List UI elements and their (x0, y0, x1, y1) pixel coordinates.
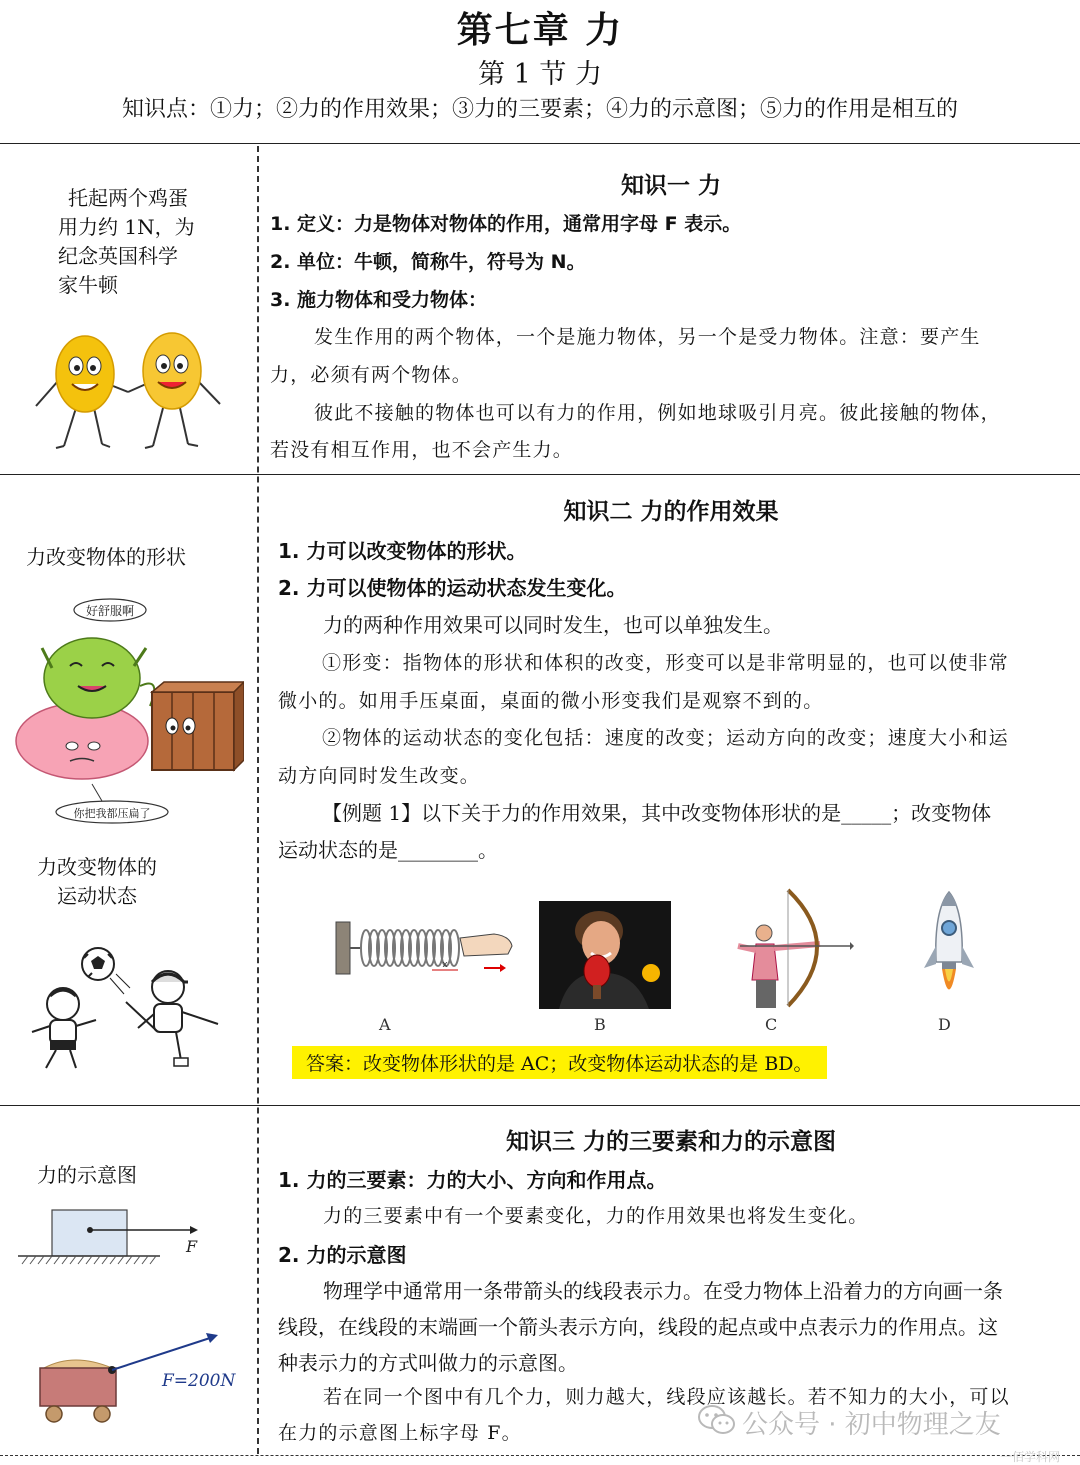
section3-point-1: 1. 力的三要素：力的大小、方向和作用点。 (278, 1168, 667, 1192)
chapter-title: 第七章 力 (456, 10, 624, 51)
section2-paragraph-line: 力的两种作用效果可以同时发生，也可以单独发生。 (323, 613, 783, 637)
example-question-line: 运动状态的是________。 (278, 838, 498, 862)
section1-line-definition: 1. 定义：力是物体对物体的作用，通常用字母 F 表示。 (270, 213, 742, 235)
section3-paragraph-line: 力的三要素中有一个要素变化，力的作用效果也将发生变化。 (323, 1205, 869, 1227)
squash-cartoon-illustration (12, 596, 244, 828)
section3-paragraph-line: 若在同一个图中有几个力，则力越大，线段应该越长。若不知力的大小，可以 (323, 1386, 1010, 1408)
bubble-top-text: 好舒服啊 (85, 604, 135, 618)
section3-paragraph-line: 线段，在线段的末端画一个箭头表示方向，线段的起点或中点表示力的作用点。这 (278, 1315, 998, 1339)
cart-force-diagram (30, 1330, 250, 1430)
side-line: 运动状态 (57, 884, 137, 908)
figure-a-spring (334, 916, 518, 978)
knowledge-points: 知识点：①力；②力的作用效果；③力的三要素；④力的示意图；⑤力的作用是相互的 (121, 97, 958, 122)
corner-watermark: 一佰学科网 (1000, 1450, 1061, 1464)
figure-c-label: C (765, 1015, 778, 1034)
section1-line-unit: 2. 单位：牛顿，简称牛，符号为 N。 (270, 251, 586, 273)
column-divider (257, 146, 259, 1454)
side-line: 纪念英国科学 (58, 244, 178, 268)
side-line: 家牛顿 (58, 273, 118, 297)
section1-side-note (58, 184, 248, 300)
left-egg (36, 336, 128, 448)
divider-top (0, 143, 1080, 144)
side-line: 用力约 1N，为 (58, 215, 195, 239)
section1-title: 知识一 力 (620, 173, 721, 199)
section2-paragraph-line: ②物体的运动状态的变化包括：速度的改变；运动方向的改变；速度大小和运 (322, 727, 1009, 749)
figure-b-label: B (594, 1015, 606, 1034)
section3-paragraph-line: 物理学中通常用一条带箭头的线段表示力。在受力物体上沿着力的方向画一条 (323, 1279, 1003, 1303)
figure-d-label: D (938, 1015, 951, 1034)
force-label-f: F (186, 1237, 198, 1256)
watermark-text: 公众号 · 初中物理之友 (742, 1410, 1001, 1440)
section2-paragraph-line: ①形变：指物体的形状和体积的改变，形变可以是非常明显的，也可以使非常 (322, 652, 1009, 674)
wechat-icon (697, 1404, 737, 1436)
section3-title: 知识三 力的三要素和力的示意图 (505, 1129, 836, 1155)
side-line: 托起两个鸡蛋 (68, 186, 188, 210)
section2-point-2: 2. 力可以使物体的运动状态发生变化。 (278, 576, 627, 600)
section2-title: 知识二 力的作用效果 (563, 499, 779, 525)
section2-side-note-motion (37, 853, 157, 911)
kids-soccer-illustration (18, 942, 228, 1082)
egg-characters-illustration (28, 326, 228, 456)
figure-c-archer (728, 888, 854, 1012)
block-force-diagram (14, 1204, 214, 1268)
side-line: 力改变物体的 (37, 855, 157, 879)
figure-b-table-tennis (539, 901, 671, 1009)
section2-paragraph-line: 动方向同时发生改变。 (278, 765, 481, 787)
divider-bottom (0, 1455, 1080, 1456)
bubble-bottom-text: 你把我都压扁了 (73, 807, 151, 820)
section3-paragraph-line: 种表示力的方式叫做力的示意图。 (278, 1351, 578, 1375)
section2-paragraph-line: 微小的。如用手压桌面，桌面的微小形变我们是观察不到的。 (278, 690, 824, 712)
section1-paragraph-line: 若没有相互作用，也不会产生力。 (270, 439, 574, 461)
example-answer-highlight: 答案：改变物体形状的是 AC；改变物体运动状态的是 BD。 (292, 1046, 827, 1079)
section1-paragraph-line: 彼此不接触的物体也可以有力的作用，例如地球吸引月亮。彼此接触的物体， (314, 402, 1001, 424)
example-question-line: 【例题 1】以下关于力的作用效果，其中改变物体形状的是_____；改变物体 (322, 801, 992, 825)
right-egg (128, 333, 220, 448)
section1-paragraph-line: 力，必须有两个物体。 (270, 364, 473, 386)
figure-d-rocket (922, 890, 976, 1012)
divider-2 (0, 1105, 1080, 1106)
divider-1 (0, 474, 1080, 475)
section3-paragraph-line: 在力的示意图上标字母 F。 (278, 1422, 522, 1444)
force-label-200n: F=200N (162, 1371, 236, 1391)
section2-side-note-shape: 力改变物体的形状 (26, 545, 186, 569)
section2-point-1: 1. 力可以改变物体的形状。 (278, 539, 527, 563)
section3-point-2: 2. 力的示意图 (278, 1243, 407, 1267)
figure-a-label: A (379, 1015, 391, 1034)
section1-paragraph-line: 发生作用的两个物体，一个是施力物体，另一个是受力物体。注意：要产生 (314, 326, 981, 348)
section-subtitle: 第 1 节 力 (478, 59, 602, 90)
section1-line-heading3: 3. 施力物体和受力物体： (270, 289, 488, 311)
section3-side-note: 力的示意图 (37, 1163, 137, 1187)
spring-extension-mark: x (442, 960, 448, 970)
